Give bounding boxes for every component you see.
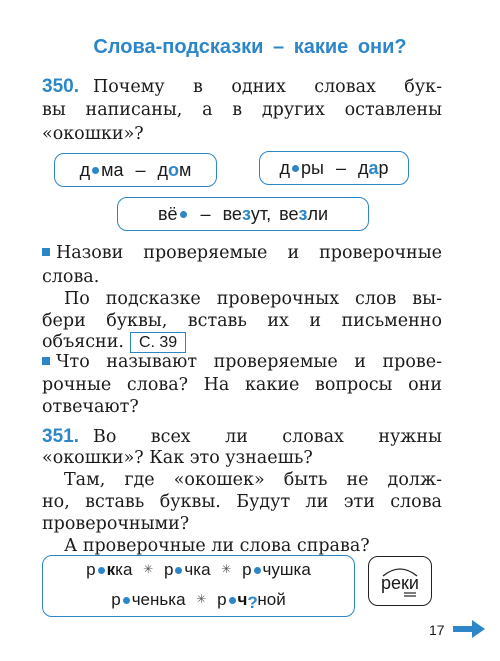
box1-c: д [157, 159, 169, 180]
page-number: 17 [429, 622, 445, 638]
star-separator: ✳ [196, 592, 207, 606]
box3-word: вё [157, 203, 178, 224]
task3-text: Что называют проверяемые и прове- [56, 352, 442, 372]
page-reference: С. 39 [130, 332, 186, 353]
word1-ending: ка [115, 560, 133, 579]
star-separator: ✳ [143, 562, 154, 576]
right-arrow-icon[interactable] [452, 619, 486, 643]
box2-vowel: а [368, 157, 379, 178]
word4-prefix: р [111, 590, 121, 609]
blank-dot [180, 211, 187, 218]
box2-ending: ры [301, 157, 324, 178]
ex351-line4: но, вставь буквы. Будут ли эти слова [42, 492, 442, 512]
task3-line2: рочные слова? На какие вопросы они [42, 375, 442, 395]
box2-letter-a: д [279, 157, 290, 178]
words-row-2 [43, 590, 354, 610]
word5-ending: ной [257, 590, 286, 609]
box3-dash: – [200, 203, 211, 224]
word2-ending: чка [184, 560, 211, 579]
box3-w1b: з [241, 203, 251, 224]
box1-dash: – [135, 159, 146, 180]
ex351-line3: Там, где «окошек» быть не долж- [64, 470, 442, 490]
box1-e: м [179, 159, 192, 180]
blank-dot [254, 567, 261, 574]
task1-text: Назови проверяемые и проверочные [56, 243, 442, 263]
blank-dot [292, 165, 299, 172]
word3-ending: чушка [262, 560, 311, 579]
ex350-line2: вы написаны, а в других оставлены [42, 100, 442, 120]
word-box-doma [54, 153, 217, 187]
task1-line1 [42, 243, 442, 264]
task2-line1: По подсказке проверочных слов вы- [64, 289, 442, 309]
side-word-box [368, 556, 432, 606]
word3-prefix: р [242, 560, 252, 579]
word5-prefix: р [217, 590, 227, 609]
word5-bold: ч [237, 590, 248, 609]
word1-prefix: р [86, 560, 96, 579]
box2-c: д [357, 157, 369, 178]
task2-line2: бери буквы, вставь их и письменно [42, 311, 442, 331]
blank-dot [175, 567, 182, 574]
box3-w2a: ве [279, 203, 299, 224]
task3-line1 [42, 352, 442, 373]
box3-w2b: з [298, 203, 308, 224]
box2-e: р [378, 157, 389, 178]
blank-dot [98, 567, 105, 574]
blank-dot [92, 167, 99, 174]
ex350-line1 [42, 76, 442, 98]
star-separator: ✳ [221, 562, 232, 576]
box1-ending: ма [101, 159, 124, 180]
question-mark: ? [247, 593, 258, 612]
words-box [42, 555, 355, 617]
ex351-line5: проверочными? [42, 514, 190, 534]
ex350-line3: «окошки»? [42, 124, 144, 144]
word2-prefix: р [163, 560, 174, 579]
word4-ending: ченька [131, 590, 186, 609]
ex350-text1: Почему в одних словах бук- [92, 77, 442, 97]
task3-line3: отвечают? [42, 397, 139, 417]
task2-text3: объясни. [42, 332, 124, 352]
ex351-line2: «окошки»? Как это узнаешь? [42, 448, 313, 468]
word1-bold: к [106, 560, 116, 579]
side-word-wrap [381, 569, 419, 594]
task1-line2: слова. [42, 267, 100, 287]
page-title: Слова-подсказки – какие они? [93, 36, 407, 58]
word-box-vyoz [117, 197, 369, 231]
ex351-number: 351. [42, 426, 79, 447]
side-word: реки [381, 572, 419, 593]
box1-letter-a: д [79, 159, 91, 180]
blank-dot [229, 597, 236, 604]
words-row-1 [43, 560, 354, 580]
root-arc-icon [381, 565, 419, 577]
task2-line3 [42, 332, 442, 353]
box1-vowel: о [168, 159, 180, 180]
box2-dash: – [335, 157, 346, 178]
box3-w2c: ли [307, 203, 329, 224]
box3-w1c: ут, [250, 203, 272, 224]
box3-w1a: ве [222, 203, 242, 224]
blank-dot [123, 597, 130, 604]
ex351-line1 [42, 426, 442, 448]
ex350-number: 350. [42, 76, 79, 97]
ex351-text1: Во всех ли словах нужны [92, 427, 442, 447]
bullet-icon [42, 357, 50, 365]
word-box-dary [259, 151, 409, 185]
bullet-icon [42, 248, 50, 256]
ex351-line6: А проверочные ли слова справа? [64, 536, 370, 556]
ending-marks-icon [403, 592, 417, 598]
